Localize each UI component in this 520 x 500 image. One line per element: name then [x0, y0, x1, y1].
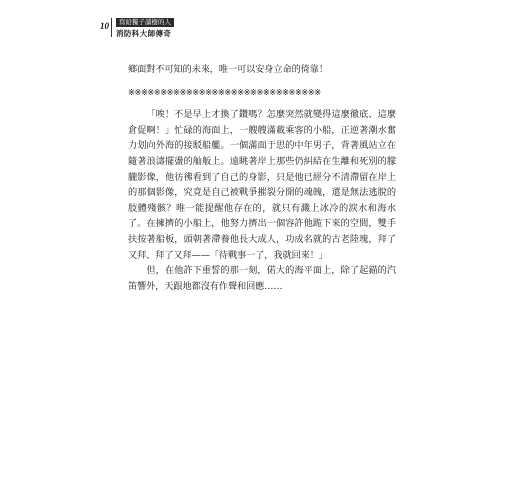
- header-divider: [111, 18, 112, 37]
- paragraph-2: 但，在他許下重誓的那一刻，偌大的海平面上，除了起錨的汽笛響外，天跟地都沒有作聲和回應……: [128, 265, 396, 292]
- book-title: 消防科大師傳奇: [116, 29, 172, 38]
- section-separator: ※※※※※※※※※※※※※※※※※※※※※※※※※※※※※※: [128, 86, 321, 97]
- opening-line: 鄉面對不可知的未來，唯一可以安身立命的倚靠！: [128, 64, 328, 75]
- body-text: [128, 62, 396, 294]
- page-number: 10: [100, 21, 109, 31]
- series-title: 寫給獨子讀樹的人: [116, 18, 174, 27]
- paragraph-1: 「唉！不是早上才換了鑽嗎？怎麼突然就變得這麼徹底、這麼倉促啊！」忙碌的海面上，一艘艘滿載乘客的小船，正逆著潮水奮力划向外海的接駁船艦。一個滿面于思的中年男子，背著風站立在隨著浪濤擺盪的舢舨上。遠眺著岸上那些仍糾結在生離和死別的朦朧影像，他彷彿看到了自己的身影，只是他已經分不清滯留在岸上的那個影像，究竟是自己被戰爭摧裂分開的魂魄，還是無法逃脫的肢體殘骸？唯一能提醒他存在的，就只有濺上冰冷的淚水和海水了。在擁擠的小船上，他努力擠出一個容許他跪下來的空間，雙手扶按著船板，頭朝著滯養他長大成人，功成名就的古老陸塊，拜了又拜、拜了又拜——「待戰事一了，我就回來！」: [128, 109, 396, 261]
